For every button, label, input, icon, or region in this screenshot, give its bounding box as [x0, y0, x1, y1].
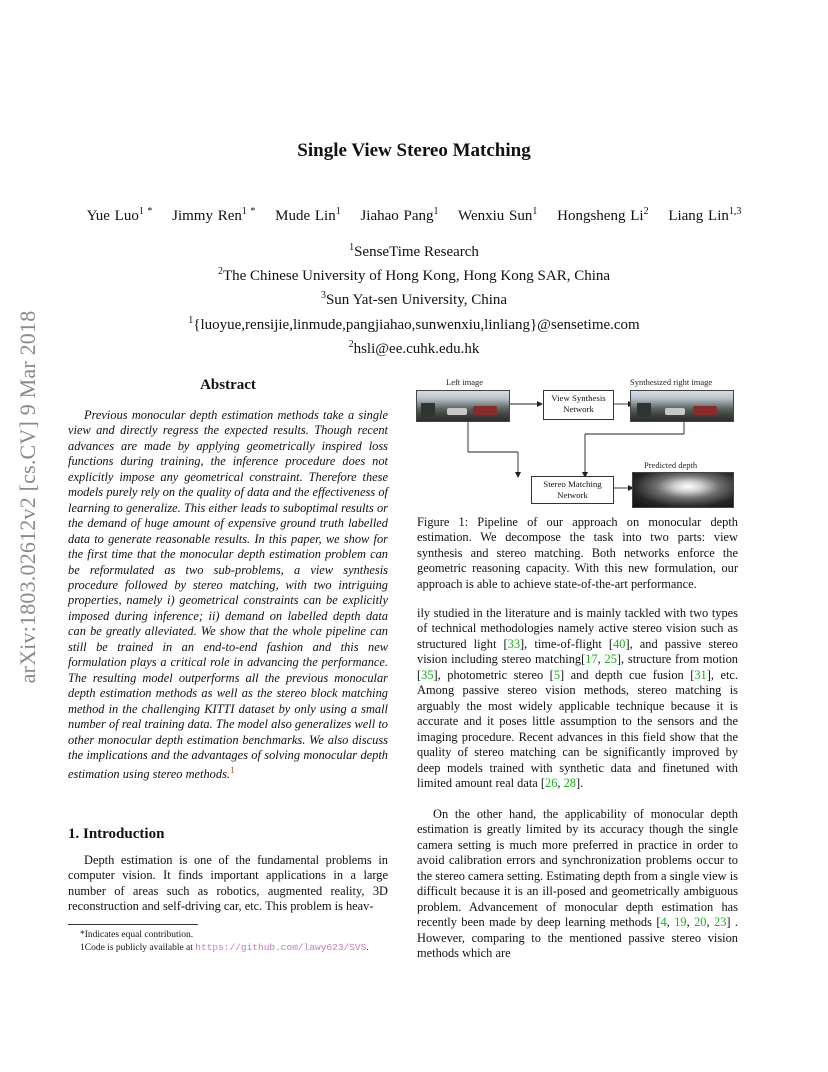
author-name: Liang Lin$^{1,3}$ [668, 206, 742, 224]
paragraph-text: , [666, 915, 675, 930]
affiliation-mark: 2 [348, 338, 354, 350]
affiliation-line [0, 238, 828, 262]
citation-link[interactable]: 35 [421, 667, 434, 682]
paragraph-text: ]. [575, 775, 584, 790]
author-affiliation-mark: 1,3 [728, 206, 742, 217]
right-image-label: Synthesized right image [630, 377, 713, 387]
affiliation-text: hsli@ee.cuhk.edu.hk [353, 340, 480, 357]
affiliation-mark: 1 [349, 242, 355, 253]
paragraph-text: ] . However, comparing to the mentioned passive stereo vision methods which are [417, 915, 739, 961]
predicted-depth-label: Predicted depth [644, 460, 698, 470]
paragraph-text: , [686, 915, 695, 930]
paragraph-text: , [557, 775, 564, 790]
stereo-matching-network-box: Stereo Matching Network [531, 476, 614, 504]
paragraph-text: ily studied in the literature and is mainly tackled with two types of technical methodologies namely active stereo vision such as structured light [ [417, 606, 738, 651]
affiliations [0, 238, 828, 359]
affiliation-line [0, 311, 828, 335]
intro-heading: 1. Introduction [68, 826, 165, 842]
author-name: Mude Lin$^1$ [275, 206, 341, 224]
author-name: Jiahao Pang$^1$ [360, 206, 439, 224]
citation-link[interactable]: 20 [694, 915, 707, 930]
abstract-footnote-mark[interactable]: 1 [230, 765, 235, 776]
left-image-label: Left image [446, 377, 484, 387]
citation-link[interactable]: 5 [553, 667, 561, 682]
citation-link[interactable]: 26 [545, 775, 558, 790]
figure-1-caption: Figure 1: Pipeline of our approach on monocular depth estimation. We decompose the task into two parts: view synthesis and stereo matching. Both networks enforce the geometric reasoning capacity. With this new formulation, our approach is able to achieve state-of-the-art performance. [417, 515, 738, 591]
author-affiliation-mark: 1 [335, 206, 341, 217]
citation-link[interactable]: 23 [714, 915, 727, 930]
author-name: Yue Luo$^{1 *}$ [86, 206, 153, 224]
paragraph-text: ], photometric stereo [ [433, 667, 554, 682]
arxiv-id-text: arXiv:1803.02612v2 [cs.CV] 9 Mar 2018 [15, 310, 40, 684]
author-affiliation-mark: 1 * [138, 206, 153, 217]
abstract-heading: Abstract [200, 377, 256, 393]
affiliation-line [0, 335, 828, 359]
paragraph-text: ], structure from motion [ [417, 652, 738, 682]
abstract-body: Previous monocular depth estimation methods take a single view and directly regress the expected results. Though recent advances are made by applying geometrically inspired loss functions during training, the inference procedure does not explicitly impose any geometrical constraint. Therefore these models purely rely on the quality of data and the effectiveness of learning to generalize. This either leads to suboptimal results or the demand of huge amount of expensive ground truth labelled data to generate reasonable results. In this paper, we show for the first time that the monocular depth estimation problem can be reformulated as two sub-problems, a view synthesis procedure followed by stereo matching, with two intriguing properties, namely i) geometrical constraints can be explicitly imposed during inference; ii) demand on labelled depth data can be greatly alleviated. We show that the whole pipeline can still be trained in an end-to-end fashion and this new formulation plays a critical role in advancing the performance. The resulting model outperforms all the previous monocular depth estimation methods as well as the stereo block matching method in the challenging KITTI dataset by only using a small number of real training data. The model also generalizes well to other monocular depth estimation benchmarks. We also discuss the implications and the advantages of solving monocular depth estimation using stereo methods. [68, 408, 388, 782]
paragraph-text: On the other hand, the applicability of monocular depth estimation is greatly limited by its accuracy though the single camera setting is much more preferred in practice in order to avoid calibration errors and synchronization problems occur to the stereo camera setting. Estimating depth from a single view is difficult because it is an ill-posed and geometrically ambiguous problem. Advancement of monocular depth estimation has recently been made by deep learning methods [ [417, 807, 738, 930]
affiliation-text: {luoyue,rensijie,linmude,pangjiahao,sunwenxiu,linliang}@sensetime.com [193, 316, 640, 333]
view-synthesis-network-box: View Synthesis Network [543, 390, 614, 420]
citation-link[interactable]: 4 [660, 915, 667, 930]
citation-link[interactable]: 31 [694, 667, 707, 682]
intro-text: Depth estimation is one of the fundamental problems in computer vision. It finds important applications in a large number of areas such as robotics, augmented reality, 3D reconstruction and self-driving car, etc. This problem is heav- [68, 853, 388, 914]
predicted-depth-map [632, 472, 734, 508]
affiliation-text: The Chinese University of Hong Kong, Hong Kong SAR, China [222, 268, 611, 285]
footnotes [68, 924, 388, 954]
author-name: Hongsheng Li$^2$ [557, 206, 649, 224]
paragraph-text: , [706, 915, 714, 930]
footnote-code-prefix: 1Code is publicly available at [80, 942, 196, 953]
left-image [416, 390, 510, 422]
affiliation-text: SenseTime Research [354, 244, 479, 260]
affiliation-line [0, 286, 828, 310]
affiliation-mark: 1 [188, 314, 194, 326]
citation-link[interactable]: 17 [585, 652, 598, 667]
citation-link[interactable]: 25 [604, 652, 617, 667]
affiliation-mark: 3 [320, 290, 326, 302]
author-name: Wenxiu Sun$^1$ [458, 206, 538, 224]
author-affiliation-mark: 2 [643, 206, 649, 217]
author-name: Jimmy Ren$^{1 *}$ [172, 206, 256, 224]
footnote-equal-contribution: *Indicates equal contribution. [80, 930, 194, 940]
paragraph-text: , [597, 652, 605, 667]
right-column-paragraph-2 [417, 807, 738, 962]
author-affiliation-mark: 1 [433, 206, 439, 217]
author-affiliation-mark: 1 [532, 206, 538, 217]
affiliation-line [0, 262, 828, 286]
author-list [0, 206, 828, 225]
right-column-paragraph-1 [417, 606, 738, 791]
citation-link[interactable]: 28 [563, 775, 576, 790]
citation-link[interactable]: 19 [674, 915, 687, 930]
code-url-link[interactable]: https://github.com/lawy623/SVS [195, 941, 367, 953]
footnote-code-suffix: . [366, 942, 369, 953]
figure-1-pipeline [410, 372, 740, 508]
affiliation-text: Sun Yat-sen University, China [325, 292, 508, 309]
abstract-text [68, 408, 388, 783]
paragraph-text: ] and depth cue fusion [ [560, 667, 695, 682]
citation-link[interactable]: 40 [613, 636, 626, 651]
paragraph-text: ], time-of-flight [ [520, 636, 614, 651]
author-affiliation-mark: 1 * [241, 206, 256, 217]
paper-title: Single View Stereo Matching [297, 140, 531, 161]
affiliation-mark: 2 [217, 266, 223, 278]
footnote-code [80, 942, 388, 955]
paragraph-text: ], etc. Among passive stereo vision methods, stereo matching is arguably the most widely applicable technique because it is accurate and it poses little assumption to the sensors and the imaging procedure. Recent advances in this field show that the quality of stereo matching can be significantly improved by deep models trained with synthetic data and finetuned with limited amount real data [ [417, 667, 738, 790]
paragraph-text: ], and passive stereo vision including stereo matching[ [417, 636, 738, 667]
footnote-divider [68, 924, 198, 925]
synthesized-right-image [630, 390, 734, 422]
citation-link[interactable]: 33 [507, 636, 521, 651]
